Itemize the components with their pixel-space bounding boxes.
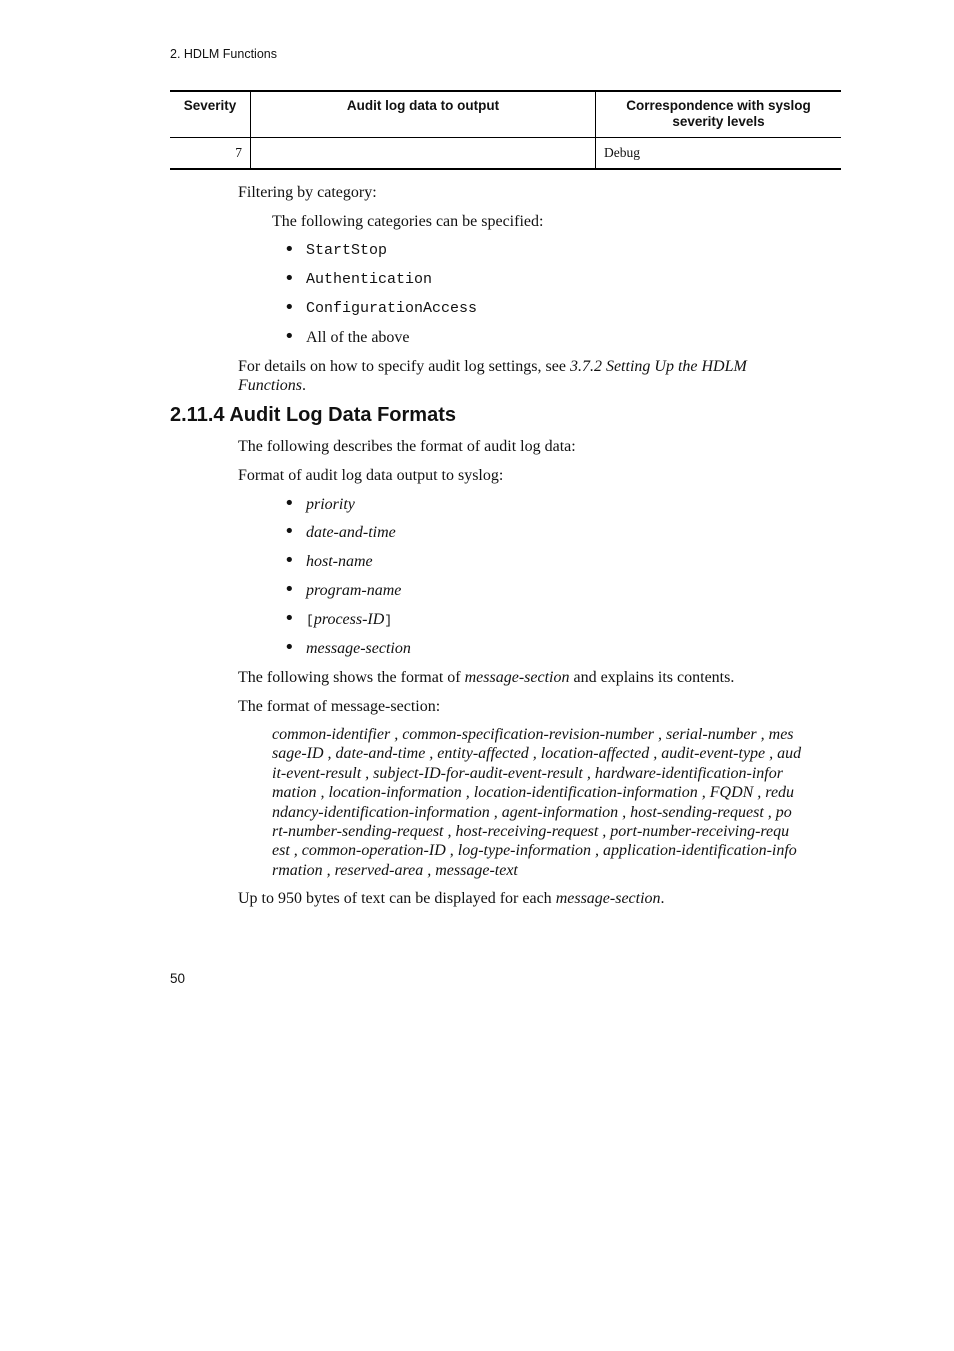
size-limit-note: Up to 950 bytes of text can be displayed for each message-section. bbox=[238, 890, 665, 907]
filtering-heading: Filtering by category: bbox=[238, 184, 377, 201]
cell-audit-data bbox=[251, 138, 596, 170]
bullet-icon: • bbox=[284, 637, 295, 658]
format-line: rt-number-sending-request , host-receiving-request , port-number-receiving-requ bbox=[272, 823, 790, 841]
cell-syslog-level: Debug bbox=[596, 138, 842, 170]
cross-reference-link-cont[interactable]: Functions bbox=[238, 377, 302, 394]
bullet-icon: • bbox=[284, 268, 295, 289]
section-intro: The following describes the format of audit log data: bbox=[238, 438, 576, 455]
format-line: rmation , reserved-area , message-text bbox=[272, 861, 518, 879]
column-header-syslog-level: Correspondence with syslog severity levels bbox=[596, 91, 842, 138]
bracket-open: [ bbox=[306, 613, 314, 628]
format-line: common-identifier , common-specification-revision-number , serial-number , mes bbox=[272, 726, 794, 743]
syslog-format-label: Format of audit log data output to syslog: bbox=[238, 467, 504, 484]
format-line: est , common-operation-ID , log-type-information , application-identification-info bbox=[272, 842, 797, 860]
table-row bbox=[170, 138, 841, 170]
details-paragraph: For details on how to specify audit log settings, see 3.7.2 Setting Up the HDLM Functions. bbox=[238, 358, 747, 394]
message-format-label: The format of message-section: bbox=[238, 698, 441, 715]
message-section-format bbox=[272, 725, 842, 880]
bullet-icon: • bbox=[284, 297, 295, 318]
categories-intro: The following categories can be specified: bbox=[272, 213, 544, 230]
format-line: ndancy-identification-information , agent-information , host-sending-request , po bbox=[272, 803, 792, 821]
page-number: 50 bbox=[170, 971, 186, 986]
severity-table bbox=[170, 90, 841, 170]
cell-severity: 7 bbox=[235, 145, 242, 160]
bracket-close: ] bbox=[384, 613, 393, 628]
format-line: sage-ID , date-and-time , entity-affected , location-affected , audit-event-type , aud bbox=[272, 745, 802, 763]
bullet-icon: • bbox=[284, 239, 295, 260]
cross-reference-link[interactable]: 3.7.2 Setting Up the HDLM bbox=[569, 358, 747, 375]
bullet-icon: • bbox=[284, 326, 295, 347]
bullet-icon: • bbox=[284, 521, 295, 542]
table-header-row bbox=[170, 91, 841, 138]
format-line: mation , location-information , location-identification-information , FQDN , redu bbox=[272, 784, 795, 802]
message-section-intro: The following shows the format of message-section and explains its contents. bbox=[238, 669, 735, 686]
bullet-icon: • bbox=[284, 579, 295, 600]
bullet-icon: • bbox=[284, 550, 295, 571]
column-header-audit-data: Audit log data to output bbox=[251, 91, 596, 138]
bullet-icon: • bbox=[284, 608, 295, 629]
bullet-icon: • bbox=[284, 493, 295, 514]
column-header-severity: Severity bbox=[170, 91, 251, 138]
format-line: it-event-result , subject-ID-for-audit-event-result , hardware-identification-infor bbox=[272, 764, 783, 782]
section-title: 2.11.4 Audit Log Data Formats bbox=[170, 404, 456, 426]
running-head: 2. HDLM Functions bbox=[170, 47, 277, 61]
